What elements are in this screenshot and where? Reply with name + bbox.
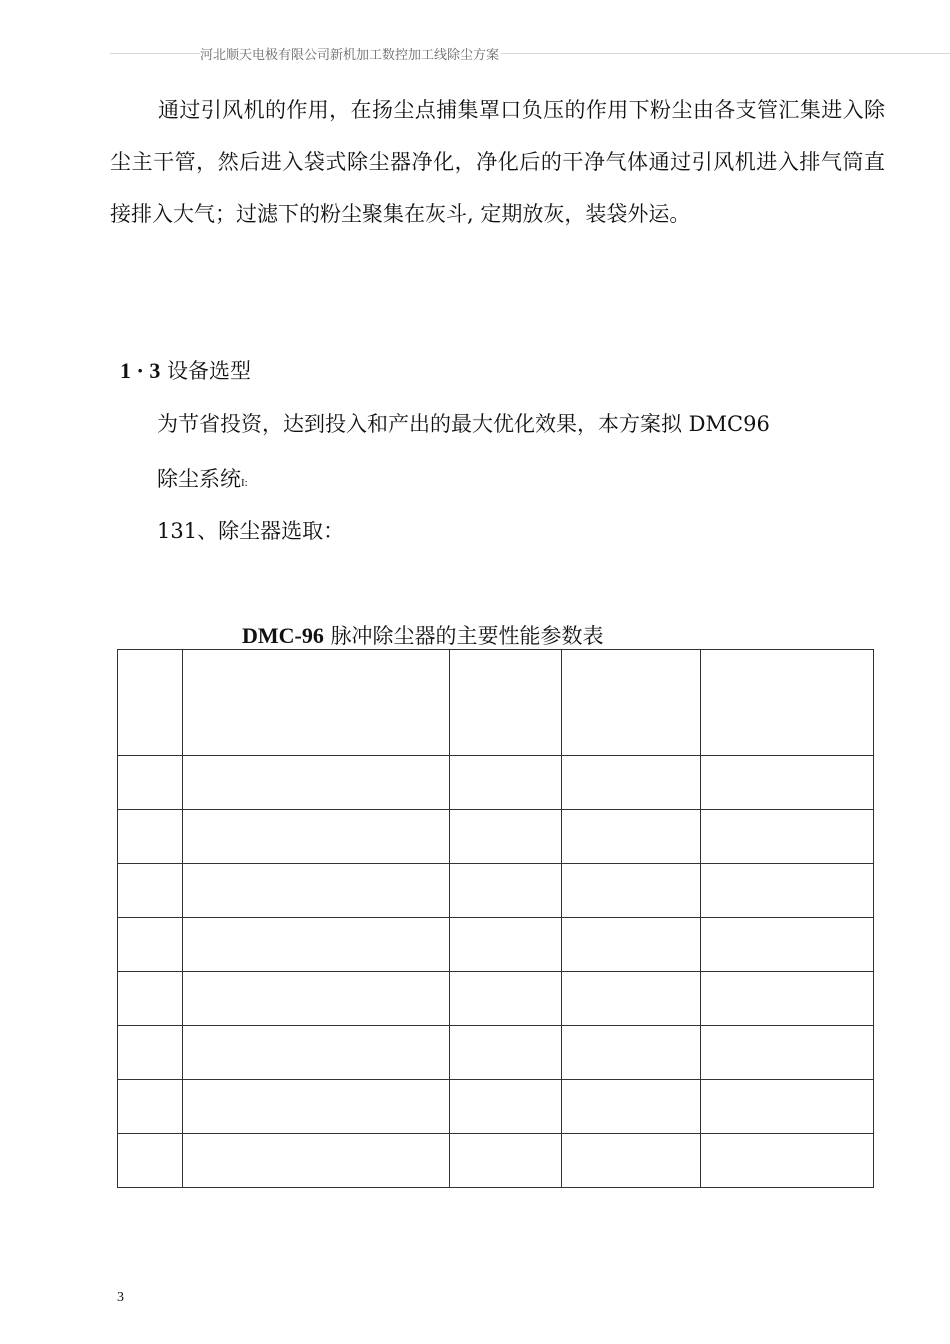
table-cell — [562, 864, 701, 918]
table-cell — [450, 650, 562, 756]
section-number: 1 · 3 — [120, 358, 161, 383]
table-cell — [118, 1026, 183, 1080]
table-cell — [183, 810, 450, 864]
table-cell — [562, 756, 701, 810]
parameter-table — [117, 649, 874, 1188]
table-cell — [118, 918, 183, 972]
table-cell — [562, 918, 701, 972]
table-cell — [183, 1134, 450, 1188]
table-cell — [701, 1080, 874, 1134]
table-cell — [118, 864, 183, 918]
table-cell — [118, 756, 183, 810]
table-caption-text: 脉冲除尘器的主要性能参数表 — [330, 624, 604, 648]
subsection-heading: 131、除尘器选取： — [157, 519, 345, 543]
table-row — [118, 864, 874, 918]
table-cell — [183, 864, 450, 918]
table-row — [118, 650, 874, 756]
table-cell — [701, 756, 874, 810]
table-cell — [183, 756, 450, 810]
table-row — [118, 1134, 874, 1188]
table-cell — [562, 1026, 701, 1080]
table-cell — [450, 918, 562, 972]
table-cell — [701, 810, 874, 864]
table-cell — [118, 972, 183, 1026]
section-heading — [120, 355, 251, 385]
intro-line-2 — [157, 463, 248, 493]
table-row — [118, 756, 874, 810]
table-cell — [118, 810, 183, 864]
table-caption — [242, 620, 604, 650]
table-cell — [450, 972, 562, 1026]
table-cell — [701, 918, 874, 972]
table-cell — [701, 1134, 874, 1188]
table-cell — [562, 1080, 701, 1134]
table-row — [118, 1026, 874, 1080]
table-cell — [450, 864, 562, 918]
table-cell — [183, 918, 450, 972]
table-cell — [562, 1134, 701, 1188]
table-cell — [450, 810, 562, 864]
table-cell — [118, 1080, 183, 1134]
table-cell — [183, 650, 450, 756]
intro-line-1: 为节省投资，达到投入和产出的最大优化效果，本方案拟 DMC96 — [157, 412, 770, 436]
table-cell — [450, 1134, 562, 1188]
intro-line-2-suffix: I: — [241, 477, 248, 489]
intro-line-2-text: 除尘系统 — [157, 467, 241, 491]
section-title: 设备选型 — [167, 359, 252, 383]
page-header: 河北顺天电极有限公司新机加工数控加工线除尘方案 — [200, 44, 501, 63]
table-cell — [450, 1080, 562, 1134]
table-cell — [183, 1026, 450, 1080]
table-cell — [701, 1026, 874, 1080]
table-cell — [450, 1026, 562, 1080]
table-cell — [118, 1134, 183, 1188]
page-number: 3 — [117, 1290, 124, 1305]
table-row — [118, 810, 874, 864]
table-cell — [701, 864, 874, 918]
table-cell — [450, 756, 562, 810]
table-row — [118, 1080, 874, 1134]
table-cell — [701, 972, 874, 1026]
table-cell — [118, 650, 183, 756]
table-row — [118, 918, 874, 972]
table-cell — [183, 1080, 450, 1134]
table-cell — [701, 650, 874, 756]
table-cell — [183, 972, 450, 1026]
table-cell — [562, 972, 701, 1026]
table-caption-code: DMC-96 — [242, 623, 324, 648]
table-row — [118, 972, 874, 1026]
body-paragraph: 通过引风机的作用，在扬尘点捕集罩口负压的作用下粉尘由各支管汇集进入除尘主干管，然后进入袋式除尘器净化，净化后的干净气体通过引风机进入排气筒直接排入大气；过滤下的粉尘聚集在灰斗, 定期放灰，装袋外运。 — [110, 98, 885, 226]
table-cell — [562, 650, 701, 756]
table-cell — [562, 810, 701, 864]
